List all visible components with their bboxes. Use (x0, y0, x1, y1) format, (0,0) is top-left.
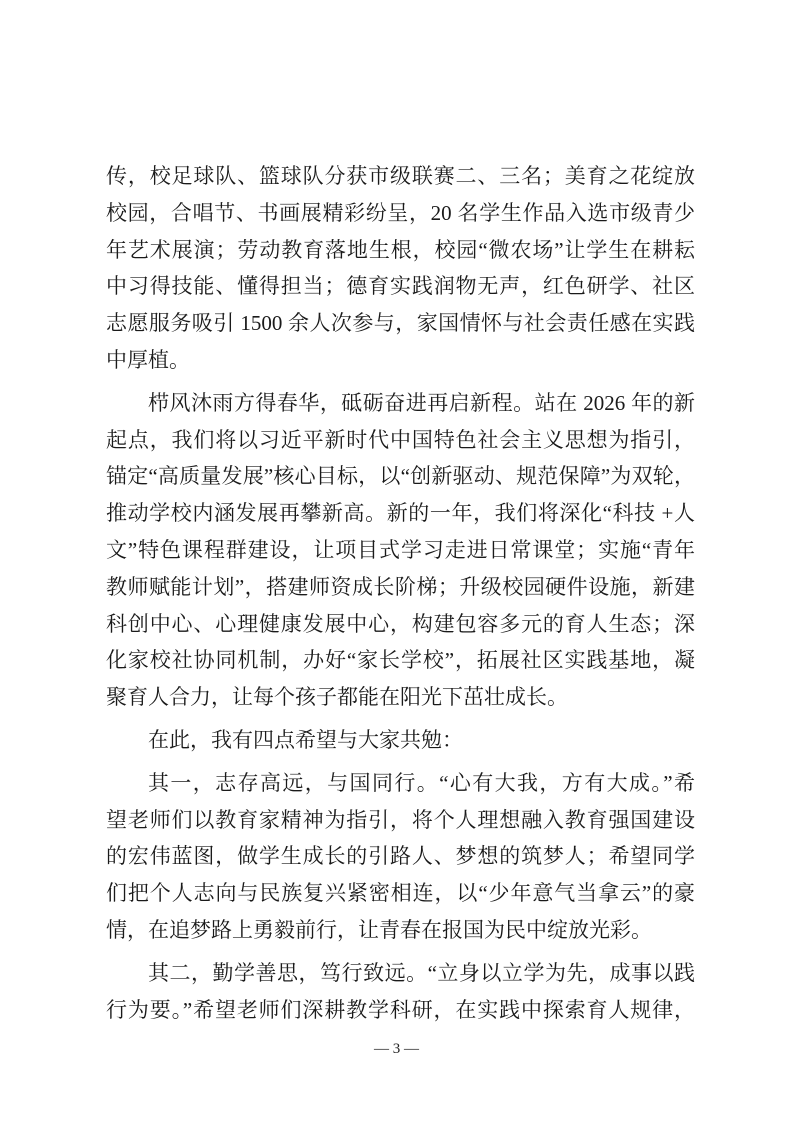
text-line: 年艺术展演；劳动教育落地生根，校园“微农场”让学生在耕耘 (106, 237, 695, 262)
paragraph (106, 765, 695, 949)
page-number: — 3 — (374, 1041, 419, 1057)
text-line: 情，在追梦路上勇毅前行，让青春在报国为民中绽放光彩。 (106, 917, 652, 942)
document-body (106, 158, 695, 1028)
text-line: 行为要。”希望老师们深耕教学科研，在实践中探索育人规律， (106, 997, 695, 1022)
text-line: 在此，我有四点希望与大家共勉： (148, 727, 463, 752)
paragraph (106, 955, 695, 1029)
text-line: 的宏伟蓝图，做学生成长的引路人、梦想的筑梦人；希望同学 (106, 844, 695, 869)
text-line: 中习得技能、懂得担当；德育实践润物无声，红色研学、社区 (106, 274, 695, 299)
text-line: 们把个人志向与民族复兴紧密相连，以“少年意气当拿云”的豪 (106, 881, 695, 906)
text-line: 锚定“高质量发展”核心目标，以“创新驱动、规范保障”为双轮， (106, 464, 695, 489)
text-line: 其二，勤学善思，笃行致远。“立身以立学为先，成事以践 (148, 960, 695, 985)
text-line: 文”特色课程群建设，让项目式学习走进日常课堂；实施“青年 (106, 537, 695, 562)
text-line: 科创中心、心理健康发展中心，构建包容多元的育人生态；深 (106, 611, 695, 636)
paragraph (106, 158, 695, 379)
text-line: 化家校社协同机制，办好“家长学校”，拓展社区实践基地，凝 (106, 648, 695, 673)
text-line: 校园，合唱节、书画展精彩纷呈，20 名学生作品入选市级青少 (106, 200, 695, 225)
text-line: 栉风沐雨方得春华，砥砺奋进再启新程。站在 2026 年的新 (148, 390, 695, 415)
text-line: 聚育人合力，让每个孩子都能在阳光下茁壮成长。 (106, 685, 568, 710)
text-line: 中厚植。 (106, 347, 190, 372)
text-line: 推动学校内涵发展再攀新高。新的一年，我们将深化“科技 +人 (106, 501, 695, 526)
text-line: 望老师们以教育家精神为指引，将个人理想融入教育强国建设 (106, 807, 695, 832)
text-line: 其一，志存高远，与国同行。“心有大我，方有大成。”希 (148, 770, 695, 795)
text-line: 起点，我们将以习近平新时代中国特色社会主义思想为指引， (106, 427, 695, 452)
paragraph (106, 722, 695, 759)
paragraph (106, 385, 695, 716)
text-line: 志愿服务吸引 1500 余人次参与，家国情怀与社会责任感在实践 (106, 311, 695, 336)
text-line: 教师赋能计划”，搭建师资成长阶梯；升级校园硬件设施，新建 (106, 574, 695, 599)
text-line: 传，校足球队、篮球队分获市级联赛二、三名；美育之花绽放 (106, 164, 695, 188)
